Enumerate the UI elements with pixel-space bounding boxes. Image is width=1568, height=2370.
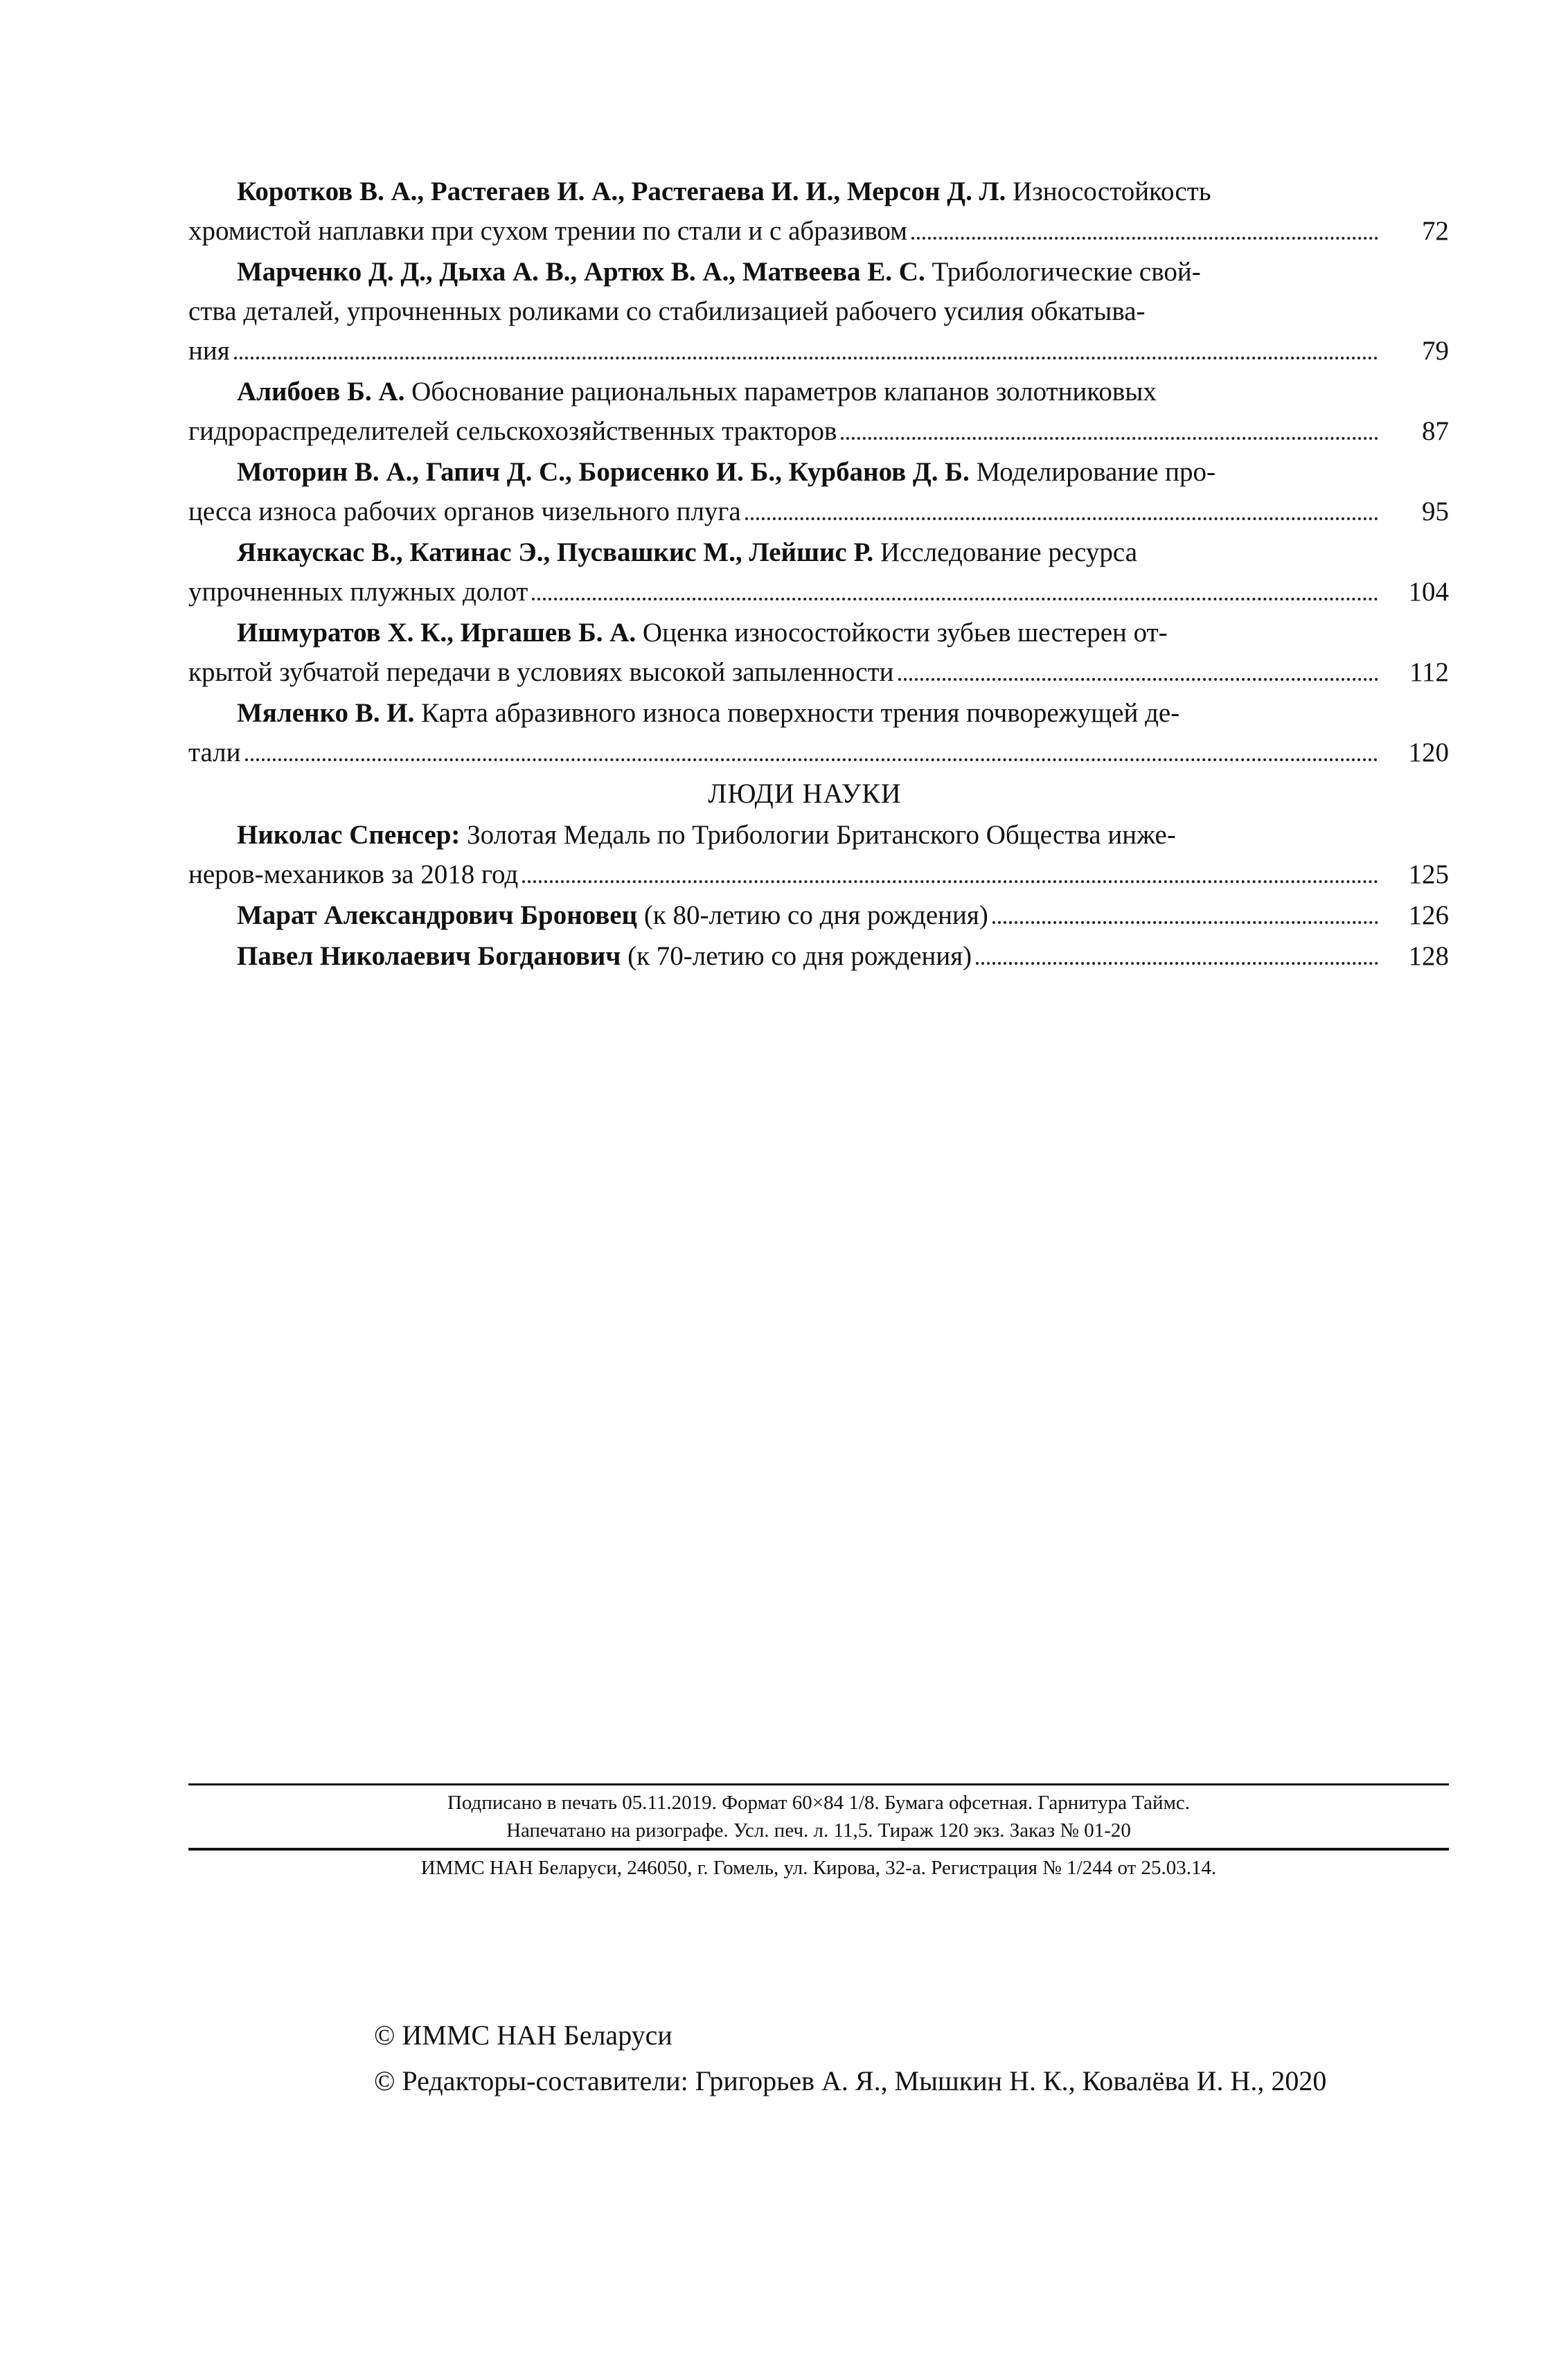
toc-entry-authors: Павел Николаевич Богданович: [237, 941, 621, 971]
imprint-line-1: Подписано в печать 05.11.2019. Формат 60×84 1/8. Бумага офсетная. Гарнитура Таймс.: [447, 1792, 1191, 1814]
toc-entry-authors: Алибоев Б. А.: [237, 377, 405, 407]
toc-entry: [188, 815, 1449, 894]
dot-leader: [976, 962, 1378, 965]
toc-entry-last-line: [188, 411, 1449, 451]
toc-entry-single-line: [188, 936, 1449, 976]
copyright-editors: © Редакторы-составители: Григорьев А. Я., Мышкин Н. К., Ковалёва И. Н., 2020: [374, 2065, 1327, 2096]
toc-entry: [188, 252, 1449, 371]
toc-page-number: 72: [1422, 216, 1449, 246]
toc-entry-first-line: [188, 533, 1449, 572]
toc-entry-title: (к 70-летию со дня рождения): [621, 941, 972, 971]
dot-leader: [522, 880, 1378, 883]
dot-leader: [745, 517, 1378, 520]
toc-entry-first-line: [188, 452, 1449, 492]
toc-entry-authors: Мяленко В. И.: [237, 698, 415, 728]
dot-leader: [911, 237, 1378, 240]
toc-entry: [188, 613, 1449, 692]
toc-entry-last-line: [188, 572, 1449, 612]
toc-entry-title: Карта абразивного износа поверхности трения почворежущей де-: [414, 698, 1180, 728]
toc-entry-middle-line: ства деталей, упрочненных роликами со стабилизацией рабочего усилия обкатыва-: [188, 296, 1146, 326]
toc-entry: [188, 533, 1449, 612]
dot-leader: [841, 437, 1378, 440]
toc-page-number: 120: [1408, 738, 1449, 767]
toc-entry-last-line: [188, 855, 1449, 894]
toc-entry: [188, 693, 1449, 772]
copyright-publisher: © ИММС НАН Беларуси: [374, 2020, 672, 2051]
toc-entry-last-line: [188, 733, 1449, 772]
toc-entry: [188, 172, 1449, 251]
toc-entry-title-end: ния: [188, 336, 230, 366]
toc-entry-first-line: [188, 815, 1449, 855]
toc-entry-first-line: [188, 693, 1449, 733]
dot-leader: [898, 678, 1378, 681]
toc-entry-authors: Янкаускас В., Катинас Э., Пусвашкис М., Лейшис Р.: [237, 537, 874, 567]
imprint-line-3: ИММС НАН Беларуси, 246050, г. Гомель, ул. Кирова, 32-а. Регистрация № 1/244 от 25.03.14.: [420, 1857, 1217, 1879]
toc-entry-title-end: тали: [188, 738, 241, 767]
imprint-top-rule: [188, 1783, 1449, 1785]
toc-entry-title-end: гидрораспределителей сельскохозяйственных тракторов: [188, 416, 837, 446]
toc-page-number: 95: [1422, 497, 1449, 526]
dot-leader: [234, 357, 1378, 359]
toc-entry-first-line: [188, 172, 1449, 211]
toc-page-number: 126: [1408, 900, 1449, 930]
toc-page-number: 104: [1408, 577, 1449, 607]
toc-entry-last-line: [188, 652, 1449, 692]
toc-entry-last-line: [188, 492, 1449, 531]
toc-entry-first-line: [188, 252, 1449, 292]
toc-entry-last-line: [188, 211, 1449, 251]
toc-entry-title-end: хромистой наплавки при сухом трении по стали и с абразивом: [188, 216, 907, 246]
toc-entry: [188, 896, 1449, 935]
copyright-block: [374, 2013, 1326, 2104]
dot-leader: [992, 921, 1378, 924]
toc-entry-title: Износостойкость: [1006, 177, 1211, 206]
toc-entry-title: Исследование ресурса: [873, 537, 1138, 567]
toc-entry-title-end: упрочненных плужных долот: [188, 577, 528, 607]
toc-page-number: 79: [1422, 336, 1449, 366]
toc-entry-title: Трибологические свой-: [925, 257, 1201, 287]
toc-entry-last-line: [188, 331, 1449, 371]
toc-page-number: 87: [1422, 416, 1449, 446]
toc-entry-title-end: неров-механиков за 2018 год: [188, 859, 519, 889]
toc-entry: [188, 452, 1449, 531]
toc-entry: [188, 372, 1449, 451]
dot-leader: [532, 598, 1378, 600]
table-of-contents: [188, 172, 1449, 977]
toc-entry-authors: Николас Спенсер:: [237, 820, 461, 850]
toc-page-number: 125: [1408, 859, 1449, 889]
toc-entry-single-line: [188, 896, 1449, 935]
toc-entry-authors: Ишмуратов Х. К., Иргашев Б. А.: [237, 618, 636, 648]
toc-page-number: 112: [1409, 657, 1449, 687]
toc-entry-title: Моделирование про-: [969, 457, 1216, 487]
toc-entry-title-end: цесса износа рабочих органов чизельного плуга: [188, 497, 741, 526]
toc-entry-title-end: крытой зубчатой передачи в условиях высокой запыленности: [188, 657, 894, 687]
toc-entry-authors: Коротков В. А., Растегаев И. А., Растегаева И. И., Мерсон Д. Л.: [237, 177, 1006, 206]
toc-entry-first-line: [188, 372, 1449, 411]
toc-entry-title: Обоснование рациональных параметров клапанов золотниковых: [404, 377, 1157, 407]
toc-entry-title: Оценка износостойкости зубьев шестерен от-: [636, 618, 1168, 648]
imprint-line-2: Напечатано на ризографе. Усл. печ. л. 11,5. Тираж 120 экз. Заказ № 01-20: [506, 1819, 1131, 1842]
toc-entry-authors: Моторин В. А., Гапич Д. С., Борисенко И. Б., Курбанов Д. Б.: [237, 457, 970, 487]
toc-page-number: 128: [1408, 941, 1449, 971]
imprint-bottom-rule: [188, 1848, 1449, 1851]
toc-entry-authors: Марченко Д. Д., Дыха А. В., Артюх В. А., Матвеева Е. С.: [237, 257, 925, 287]
toc-entry-first-line: [188, 613, 1449, 652]
section-title: ЛЮДИ НАУКИ: [708, 778, 902, 809]
toc-entry-authors: Марат Александрович Броновец: [237, 900, 638, 930]
dot-leader: [245, 758, 1378, 761]
toc-entry-title: (к 80-летию со дня рождения): [637, 900, 988, 930]
toc-entry: [188, 936, 1449, 976]
toc-entry-title: Золотая Медаль по Трибологии Британского Общества инже-: [460, 820, 1176, 850]
